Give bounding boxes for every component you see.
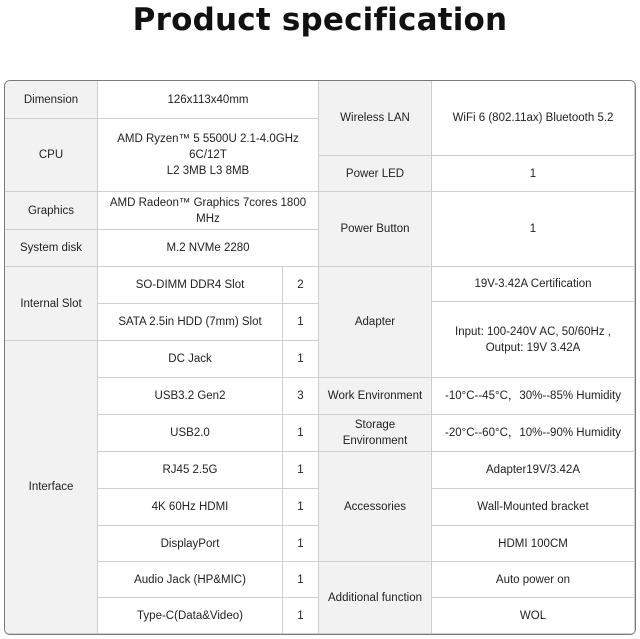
system-disk-label: System disk xyxy=(5,230,98,267)
power-led-value: 1 xyxy=(432,156,635,192)
power-button-value: 1 xyxy=(432,192,635,267)
storage-environment-label: Storage Environment xyxy=(319,415,432,452)
interface-item-count: 1 xyxy=(283,562,319,598)
internal-slot-item-count: 2 xyxy=(283,267,319,304)
accessories-item: HDMI 100CM xyxy=(432,526,635,562)
internal-slot-label: Internal Slot xyxy=(5,267,98,341)
interface-item-name: RJ45 2.5G xyxy=(98,452,283,489)
interface-item-count: 1 xyxy=(283,598,319,634)
interface-item-name: 4K 60Hz HDMI xyxy=(98,489,283,526)
adapter-spec xyxy=(432,302,635,378)
wireless-lan-label: Wireless LAN xyxy=(319,81,432,156)
dimension-value: 126x113x40mm xyxy=(98,81,319,119)
work-environment-value: -10°C--45°C，30%--85% Humidity xyxy=(432,378,635,415)
accessories-item: Adapter19V/3.42A xyxy=(432,452,635,489)
power-led-label: Power LED xyxy=(319,156,432,192)
interface-item-name: DisplayPort xyxy=(98,526,283,562)
interface-item-count: 1 xyxy=(283,452,319,489)
additional-function-item: WOL xyxy=(432,598,635,634)
interface-item-count: 1 xyxy=(283,526,319,562)
interface-label: Interface xyxy=(5,341,98,634)
interface-item-name: USB3.2 Gen2 xyxy=(98,378,283,415)
spec-table xyxy=(4,80,636,635)
interface-item-name: Audio Jack (HP&MIC) xyxy=(98,562,283,598)
dimension-label: Dimension xyxy=(5,81,98,119)
interface-item-name: DC Jack xyxy=(98,341,283,378)
system-disk-value: M.2 NVMe 2280 xyxy=(98,230,319,267)
page-title: Product specification xyxy=(132,2,508,38)
interface-item-name: USB2.0 xyxy=(98,415,283,452)
graphics-label: Graphics xyxy=(5,192,98,230)
internal-slot-item-name: SATA 2.5in HDD (7mm) Slot xyxy=(98,304,283,341)
internal-slot-item-count: 1 xyxy=(283,304,319,341)
cpu-value-line1: AMD Ryzen™ 5 5500U 2.1-4.0GHz 6C/12T xyxy=(117,133,299,161)
interface-item-count: 1 xyxy=(283,415,319,452)
graphics-value: AMD Radeon™ Graphics 7cores 1800 MHz xyxy=(98,192,319,230)
adapter-spec-input: Input: 100-240V AC, 50/60Hz , xyxy=(455,325,611,338)
wireless-lan-value: WiFi 6 (802.11ax) Bluetooth 5.2 xyxy=(432,81,635,156)
storage-environment-value: -20°C--60°C，10%--90% Humidity xyxy=(432,415,635,452)
adapter-spec-output: Output: 19V 3.42A xyxy=(485,341,581,354)
power-button-label: Power Button xyxy=(319,192,432,267)
interface-item-count: 1 xyxy=(283,341,319,378)
interface-item-name: Type-C(Data&Video) xyxy=(98,598,283,634)
cpu-value-line2: L2 3MB L3 8MB xyxy=(166,165,250,177)
interface-item-count: 3 xyxy=(283,378,319,415)
internal-slot-item-name: SO-DIMM DDR4 Slot xyxy=(98,267,283,304)
cpu-value xyxy=(98,119,319,192)
additional-function-label: Additional function xyxy=(319,562,432,634)
interface-item-count: 1 xyxy=(283,489,319,526)
additional-function-item: Auto power on xyxy=(432,562,635,598)
adapter-label: Adapter xyxy=(319,267,432,378)
work-environment-label: Work Environment xyxy=(319,378,432,415)
accessories-label: Accessories xyxy=(319,452,432,562)
adapter-certification: 19V-3.42A Certification xyxy=(432,267,635,302)
cpu-label: CPU xyxy=(5,119,98,192)
accessories-item: Wall-Mounted bracket xyxy=(432,489,635,526)
